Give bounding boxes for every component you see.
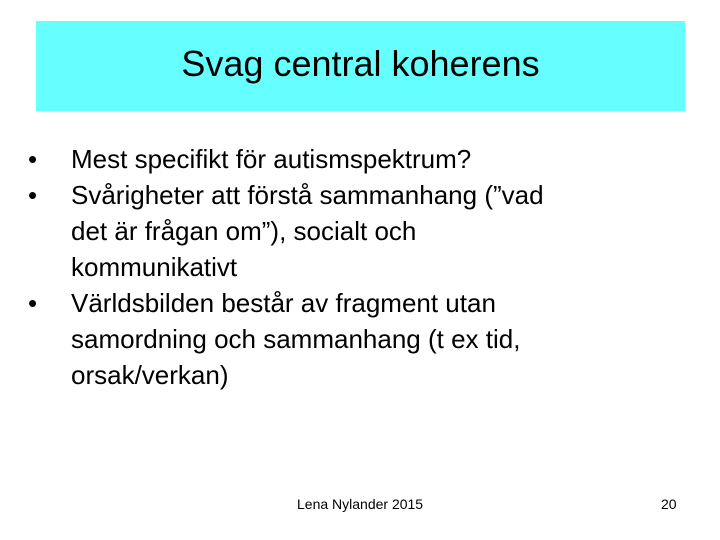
title-banner (36, 21, 685, 111)
bullet-text-line: samordning och sammanhang (t ex tid, (71, 324, 521, 354)
bullet-item-1 (28, 141, 678, 177)
bullet-text-line: Mest specifikt för autismspektrum? (71, 144, 472, 174)
slide-title: Svag central koherens (181, 43, 540, 84)
bullet-list (28, 141, 678, 393)
bullet-item-2 (28, 177, 678, 285)
bullet-icon: • (28, 288, 38, 318)
bullet-text-line: kommunikativt (71, 252, 238, 282)
bullet-text-line: Världsbilden består av fragment utan (71, 288, 496, 318)
bullet-text-line: det är frågan om”), socialt och (71, 216, 417, 246)
bullet-text-line: Svårigheter att förstå sammanhang (”vad (71, 180, 544, 210)
footer-author: Lena Nylander 2015 (297, 496, 424, 512)
bullet-icon: • (28, 180, 38, 210)
bullet-text-line: orsak/verkan) (71, 360, 229, 390)
bullet-icon: • (28, 144, 38, 174)
bullet-item-3 (28, 285, 678, 393)
page-number: 20 (661, 496, 677, 512)
